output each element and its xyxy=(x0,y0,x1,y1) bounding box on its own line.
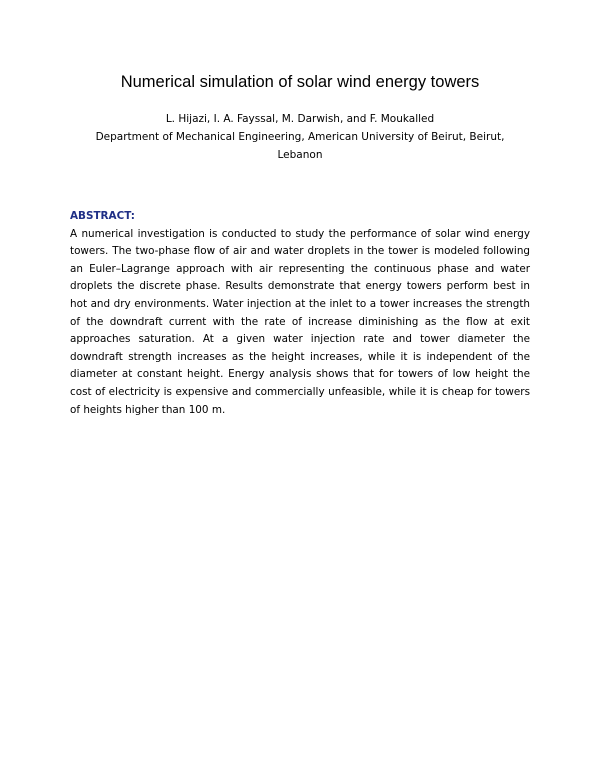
abstract-text: A numerical investigation is conducted to study the performance of solar wind energy towers. The two-phase flow of air and water droplets in the tower is modeled following an Euler–Lagrange approach with air representing the continuous phase and water droplets the discrete phase. Results demonstrate that energy towers perform best in hot and dry environments. Water injection at the inlet to a tower increases the strength of the downdraft current with the rate of increase diminishing as the flow at exit approaches saturation. At a given water injection rate and tower diameter the downdraft strength increases as the height increases, while it is independent of the diameter at constant height. Energy analysis shows that for towers of low height the cost of electricity is expensive and commercially unfeasible, while it is cheap for towers of heights higher than 100 m. xyxy=(70,227,530,416)
affiliation-line-2: Lebanon xyxy=(277,149,323,161)
affiliation-line-1: Department of Mechanical Engineering, American University of Beirut, Beirut, xyxy=(95,131,505,143)
abstract-heading: ABSTRACT: xyxy=(70,210,135,222)
paper-title: Numerical simulation of solar wind energy towers xyxy=(120,73,480,91)
author-block xyxy=(70,110,530,164)
author-list: L. Hijazi, I. A. Fayssal, M. Darwish, and F. Moukalled xyxy=(165,113,435,125)
abstract-section xyxy=(70,208,530,419)
